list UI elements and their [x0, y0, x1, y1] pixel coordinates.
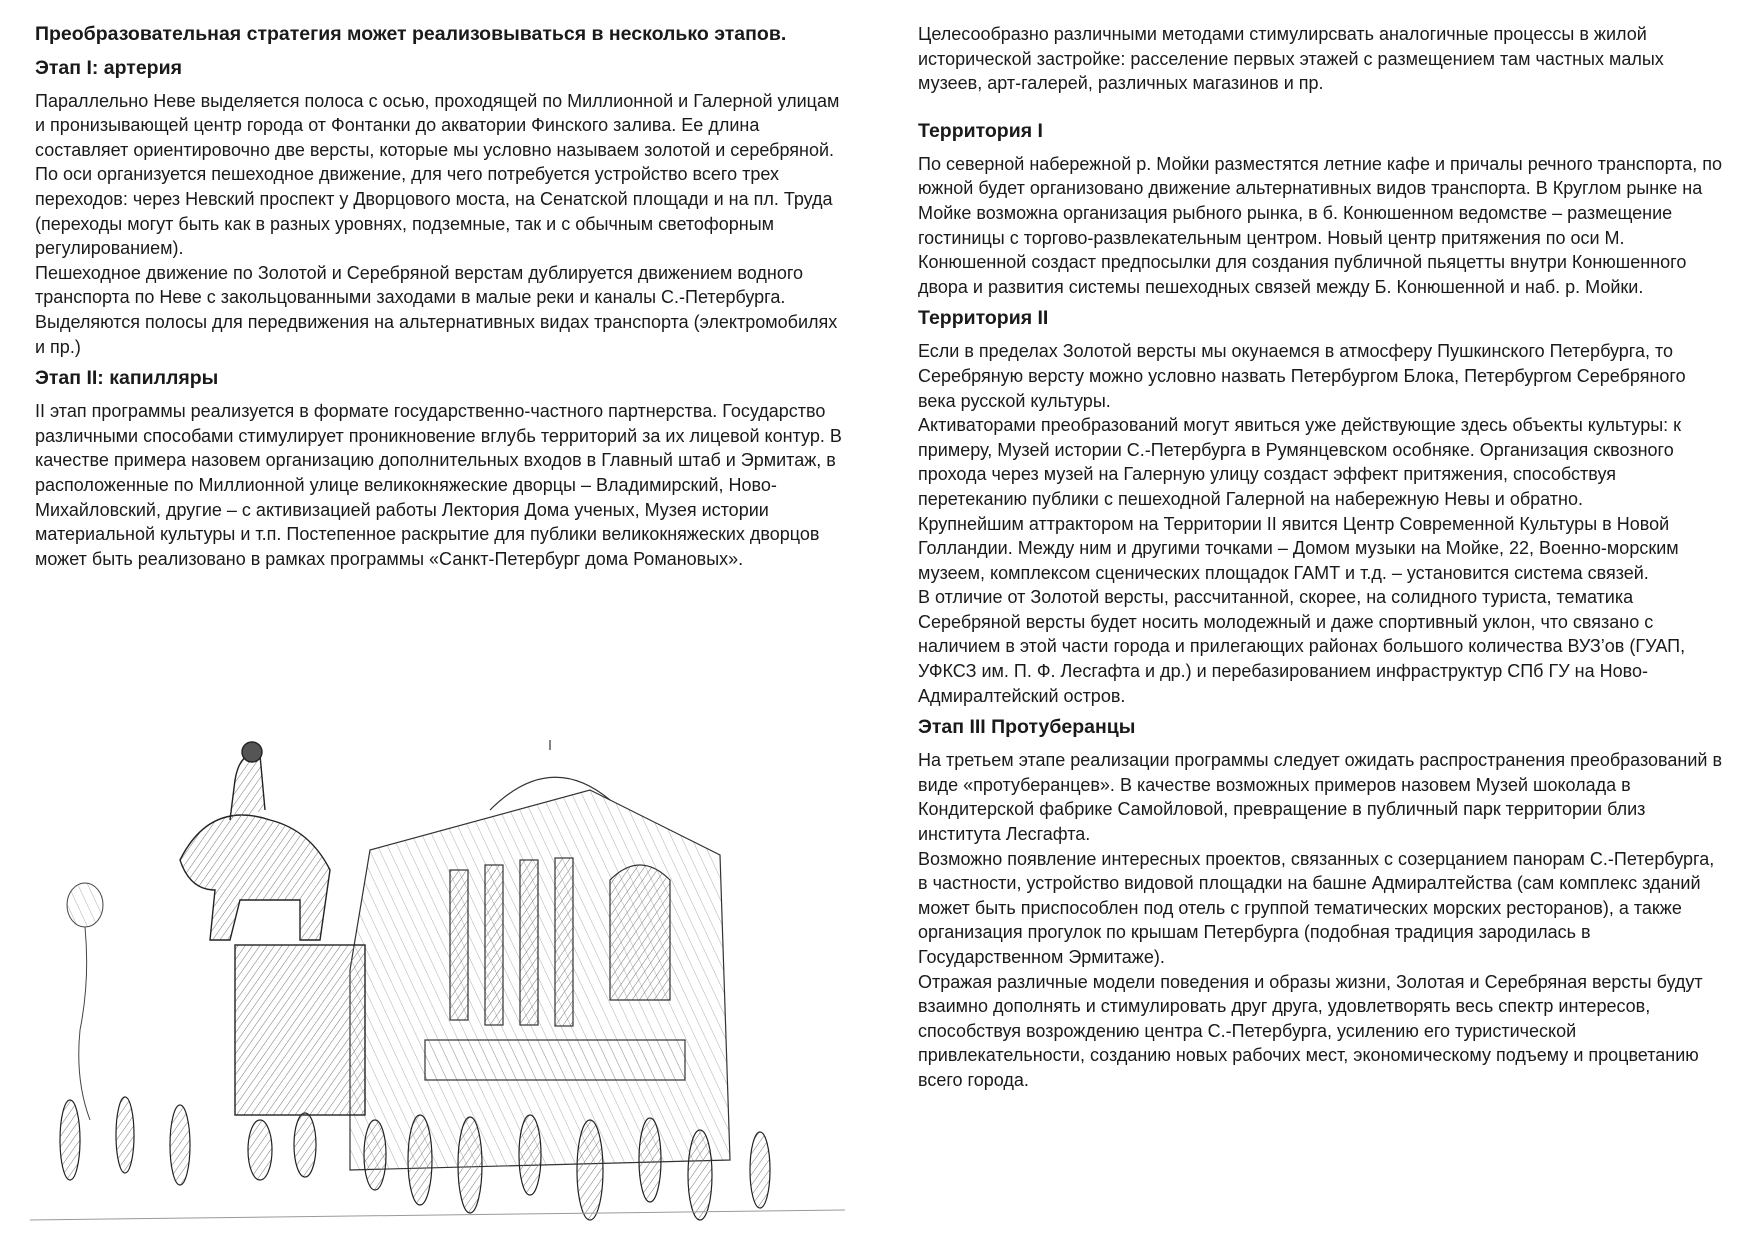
- territory2-paragraph-2: Активаторами преобразований могут явиться уже действующие здесь объекты культуры: к примеру, Музей истории С.-Петербурга в Румянцевском особняке. Организация сквозного прохода через музей на Галерную улицу создаст эффект притяжения, способствуя перетеканию публики с пешеходной Галерной на набережную Невы и обратно.: [918, 415, 1682, 509]
- right-column: [918, 22, 1728, 1093]
- territory2-paragraph-1: Если в пределах Золотой версты мы окунаемся в атмосферу Пушкинского Петербурга, то Серебряную версту можно условно назвать Петербургом Блока, Петербургом Серебряного века русской культуры.: [918, 341, 1686, 411]
- territory1-paragraph-1: По северной набережной р. Мойки разместятся летние кафе и причалы речного транспорта, по южной будет организовано движение альтернативных видов транспорта. В Круглом рынке на Мойке возможна организация рыбного рынка, в б. Конюшенном ведомстве – размещение гостиницы с торгово-развлекательным центром. Новый центр притяжения по оси М. Конюшенной создаст предпосылки для создания публичной пьяцетты внутри Конюшенного двора и развития системы пешеходных связей между Б. Конюшенной и наб. р. Мойки.: [918, 153, 1723, 297]
- stage1-title: Этап I: артерия: [35, 56, 182, 79]
- territory2-title: Территория II: [918, 307, 1049, 330]
- intro-paragraph: Целесообразно различными методами стимулирсвать аналогичные процессы в жилой исторической застройке: расселение первых этажей с размещением там частных малых музеев, арт-галерей, различных магазинов и пр.: [918, 24, 1664, 94]
- intro-heading: Преобразовательная стратегия может реализовываться в несколько этапов.: [35, 23, 787, 45]
- stage1-paragraph-2: По оси организуется пешеходное движение, для чего потребуется устройство всего трех переходов: через Невский проспект у Дворцового моста, на Сенатской площади и на пл. Труда (переходы могут быть как в разных уровнях, подземные, так и с обычным светофорным регулированием).: [35, 164, 833, 259]
- balloon-sketch: [67, 883, 103, 1120]
- stage3-paragraph-1: На третьем этапе реализации программы следует ожидать распространения преобразований в виде «протуберанцев». В качестве возможных примеров назовем Музей шоколада в Кондитерской фабрике Самойловой, превращение в публичный парк территории близ института Лесгафта.: [918, 750, 1723, 845]
- monument-sketch: [180, 742, 365, 1115]
- stage2-paragraph-1: II этап программы реализуется в формате государственно-частного партнерства. Государство различными способами стимулирует проникновение вглубь территорий за их лицевой контур. В качестве примера назовем организацию дополнительных входов в Главный штаб и Эрмитаж, в расположенные по Миллионной улице великокняжеские дворцы – Владимирский, Ново-Михайловский, другие – с активизацией работы Лектория Дома ученых, Музея истории материальной культуры и т.п. Постепенное раскрытие для публики великокняжеских дворцов может быть реализовано в рамках программы «Санкт-Петербург дома Романовых».: [35, 401, 842, 569]
- stage1-paragraph-4: Выделяются полосы для передвижения на альтернативных видах транспорта (электромобилях и пр.): [35, 311, 838, 357]
- stage1-paragraph-1: Параллельно Неве выделяется полоса с осью, проходящей по Миллионной и Галерной улицам и пронизывающей центр города от Фонтанки до акватории Финского залива. Ее длина составляет ориентировочно две версты, которые мы условно называем золотой и серебряной.: [35, 90, 840, 160]
- building-sketch: [350, 740, 730, 1170]
- stage1-paragraph-3: Пешеходное движение по Золотой и Серебряной верстам дублируется движением водного транспорта по Неве с закольцованными заходами в малые реки и каналы С.-Петербурга.: [35, 262, 804, 308]
- ground-line: [30, 1210, 845, 1220]
- stage3-paragraph-3: Отражая различные модели поведения и образы жизни, Золотая и Серебряная версты будут взаимно дополнять и стимулировать друг друга, удовлетворять весь спектр интересов, способствуя возрождению центра С.-Петербурга, усилению его туристической привлекательности, созданию новых рабочих мест, экономическому подъему и процветанию всего города.: [918, 971, 1703, 1090]
- territory2-paragraph-3: Крупнейшим аттрактором на Территории II явится Центр Современной Культуры в Новой Голландии. Между ним и другими точками – Домом музыки на Мойке, 22, Военно-морским музеем, комплексом сценических площадок ГАМТ и т.д. – установится система связей.: [918, 513, 1679, 583]
- territory2-paragraph-4: В отличие от Золотой версты, рассчитанной, скорее, на солидного туриста, тематика Серебряной версты будет носить молодежный и даже спортивный уклон, что связано с наличием в этой части города и прилегающих районах большого количества ВУЗ’ов (ГУАП, УФКСЗ им. П. Ф. Лесгафта и др.) и перебазированием инфраструктур СПб ГУ на Ново-Адмиралтейский остров.: [918, 587, 1686, 706]
- territory1-title: Территория I: [918, 119, 1043, 142]
- sketch-drawing: [30, 740, 845, 1240]
- stage3-title: Этап III Протуберанцы: [918, 716, 1136, 739]
- stage3-paragraph-2: Возможно появление интересных проектов, связанных с созерцанием панорам С.-Петербурга, в частности, устройство видовой площадки на башне Адмиралтейства (сам комплекс зданий может быть приспособлен под отель с группой тематических морских ресторанов), а также организация прогулок по крышам Петербурга (подобная традиция зародилась в Государственном Эрмитаже).: [918, 848, 1715, 967]
- street-sketch-illustration: [30, 740, 845, 1240]
- left-column: [35, 22, 845, 571]
- stage2-title: Этап II: капилляры: [35, 367, 219, 390]
